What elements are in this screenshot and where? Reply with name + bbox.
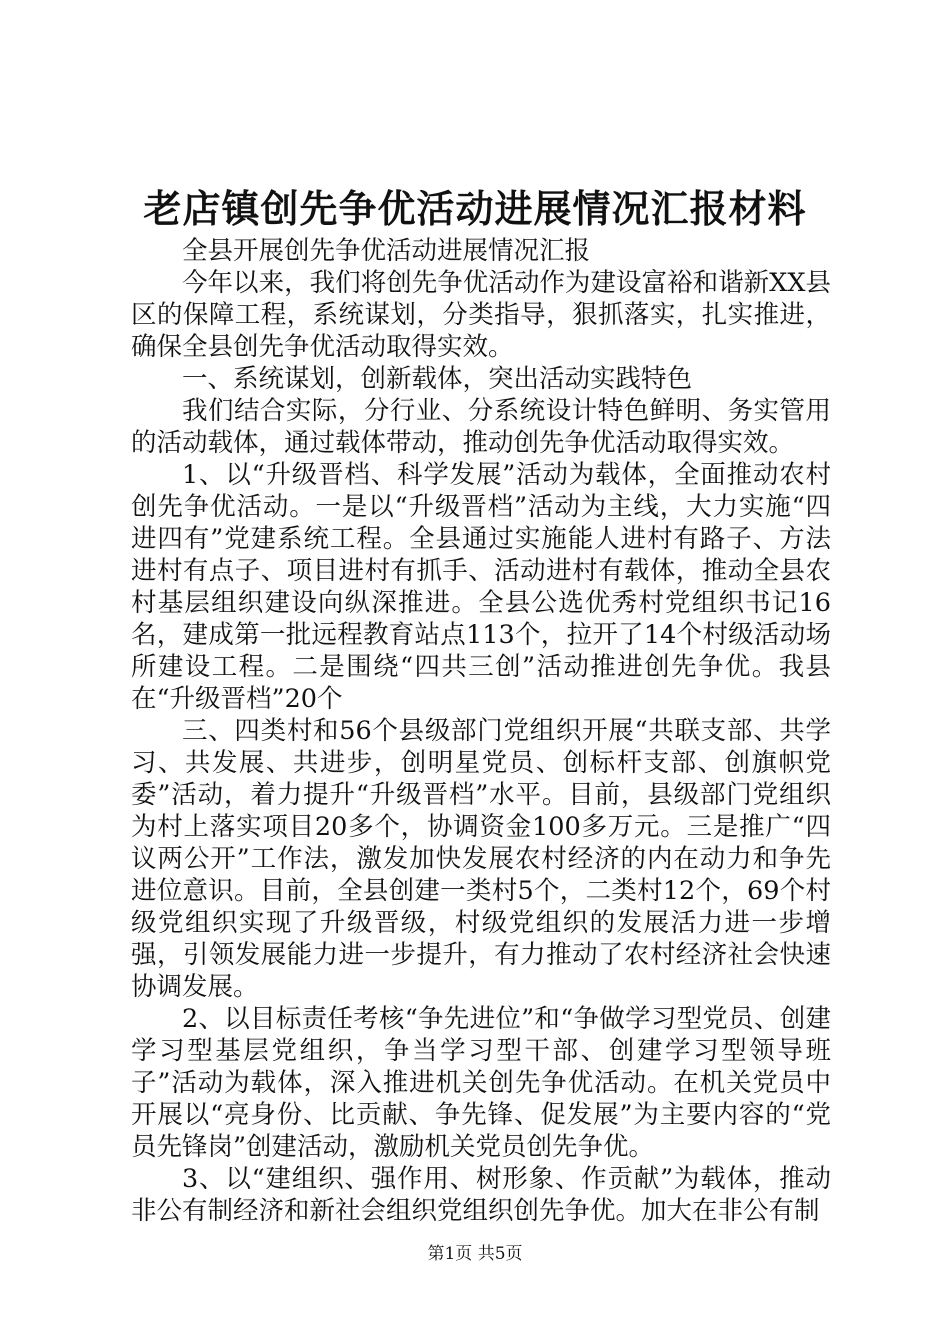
paragraph-section-1-intro: 我们结合实际，分行业、分系统设计特色鲜明、务实管用的活动载体，通过载体带动，推动创先争优活动取得实效。 [131, 396, 831, 458]
document-title: 老店镇创先争优活动进展情况汇报材料 [143, 186, 807, 231]
paragraph-item-3: 3、以“建组织、强作用、树形象、作贡献”为载体，推动非公有制经济和新社会组织党组织创先争优。加大在非公有制 [131, 1164, 831, 1226]
paragraph-intro: 今年以来，我们将创先争优活动作为建设富裕和谐新XX县区的保障工程，系统谋划，分类指导，狠抓落实，扎实推进，确保全县创先争优活动取得实效。 [131, 268, 831, 362]
paragraph-item-1: 1、以“升级晋档、科学发展”活动为载体，全面推动农村创先争优活动。一是以“升级晋档”活动为主线，大力实施“四进四有”党建系统工程。全县通过实施能人进村有路子、方法进村有点子、项目进村有抓手、活动进村有载体，推动全县农村基层组织建设向纵深推进。全县公选优秀村党组织书记16名，建成第一批远程教育站点113个，拉开了14个村级活动场所建设工程。二是围绕“四共三创”活动推进创先争优。我县在“升级晋档”20个 [131, 460, 831, 714]
section-heading-1: 一、系统谋划，创新载体，突出活动实践特色 [182, 364, 693, 394]
paragraph-item-1-continued: 三、四类村和56个县级部门党组织开展“共联支部、共学习、共发展、共进步，创明星党员、创标杆支部、创旗帜党委”活动，着力提升“升级晋档”水平。目前，县级部门党组织为村上落实项目20多个，协调资金100多万元。三是推广“四议两公开”工作法，激发加快发展农村经济的内在动力和争先进位意识。目前，全县创建一类村5个，二类村12个，69个村级党组织实现了升级晋级，村级党组织的发展活力进一步增强，引领发展能力进一步提升，有力推动了农村经济社会快速协调发展。 [131, 716, 831, 1002]
page-number-footer: 第1页 共5页 [427, 1244, 523, 1264]
document-body [131, 235, 831, 1227]
paragraph-subtitle: 全县开展创先争优活动进展情况汇报 [182, 236, 591, 266]
paragraph-item-2: 2、以目标责任考核“争先进位”和“争做学习型党员、创建学习型基层党组织，争当学习型干部、创建学习型领导班子”活动为载体，深入推进机关创先争优活动。在机关党员中开展以“亮身份、比贡献、争先锋、促发展”为主要内容的“党员先锋岗”创建活动，激励机关党员创先争优。 [131, 1004, 831, 1162]
